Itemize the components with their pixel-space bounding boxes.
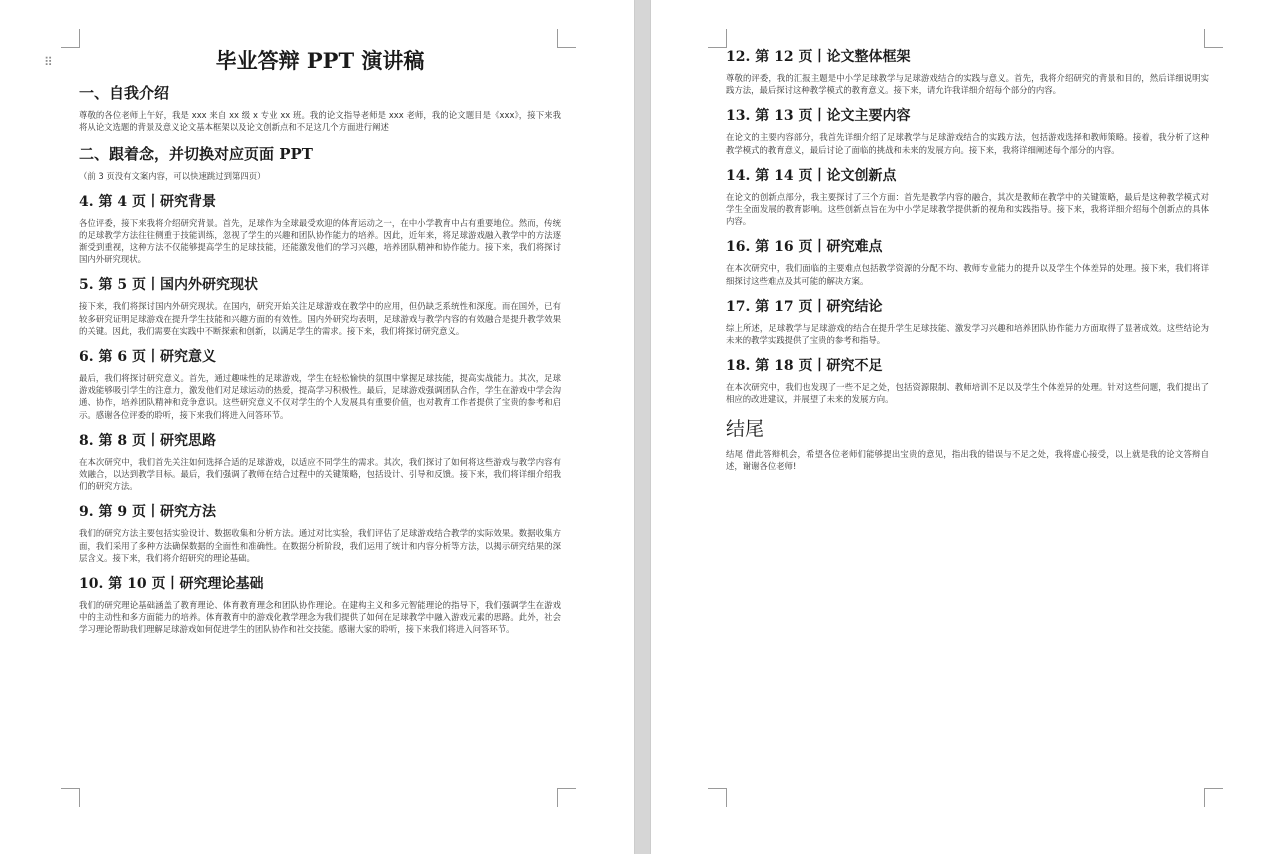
crop-mark-bottom-right [1204, 788, 1223, 807]
section-heading: 4. 第 4 页丨研究背景 [79, 193, 216, 210]
crop-mark-bottom-left [708, 788, 727, 807]
crop-mark-top-left [708, 29, 727, 48]
section-paragraph: 接下来，我们将探讨国内外研究现状。在国内，研究开始关注足球游戏在教学中的应用，但仍缺乏系统性和深度。而在国外，已有较多研究证明足球游戏在提升学生技能和兴趣方面的有效性。国内外研究均表明，足球游戏与教学内容的有效融合是提升教学效果的关键。因此，我们需要在实践中不断探索和创新，以满足学生的需求。接下来，我们将探讨研究意义。 [79, 301, 561, 336]
section-heading: 13. 第 13 页丨论文主要内容 [726, 108, 911, 125]
document-title: 毕业答辩 PPT 演讲稿 [215, 48, 425, 73]
section-heading: 5. 第 5 页丨国内外研究现状 [79, 277, 258, 294]
page-right-content [726, 47, 1209, 482]
section-heading: 9. 第 9 页丨研究方法 [79, 504, 216, 521]
section-heading: 二、跟着念，并切换对应页面 PPT [79, 145, 313, 164]
drag-handle-icon[interactable]: ⠿ [44, 55, 52, 69]
section-heading: 14. 第 14 页丨论文创新点 [726, 167, 897, 184]
section-paragraph: 在论文的主要内容部分，我首先详细介绍了足球教学与足球游戏结合的实践方法，包括游戏选择和教师策略。接着，我分析了这种教学模式的教育意义，最后讨论了面临的挑战和未来的发展方向。接下来，我将详细阐述每个部分的内容。 [726, 132, 1209, 155]
section-paragraph: 在本次研究中，我们首先关注如何选择合适的足球游戏，以适应不同学生的需求。其次，我们探讨了如何将这些游戏与教学内容有效融合，以达到教学目标。最后，我们强调了教师在结合过程中的关键策略，包括设计、引导和反馈。接下来，我们将详细介绍我们的研究方法。 [79, 456, 561, 492]
section-heading: 10. 第 10 页丨研究理论基础 [79, 576, 264, 593]
section-heading: 6. 第 6 页丨研究意义 [79, 349, 216, 366]
crop-mark-top-right [1204, 29, 1223, 48]
section-heading: 18. 第 18 页丨研究不足 [726, 358, 883, 375]
section-paragraph: 我们的研究方法主要包括实验设计、数据收集和分析方法。通过对比实验，我们评估了足球游戏结合教学的实际效果。数据收集方面，我们采用了多种方法确保数据的全面性和准确性。在数据分析阶段，我们运用了统计和内容分析等方法，以揭示研究结果的深层含义。接下来，我们将介绍研究的理论基础。 [79, 528, 561, 563]
document-page-left [0, 0, 634, 854]
section-heading: 一、自我介绍 [79, 84, 170, 102]
section-heading: 17. 第 17 页丨研究结论 [726, 298, 883, 315]
section-heading: 12. 第 12 页丨论文整体框架 [726, 49, 911, 65]
page-left-content [79, 46, 561, 646]
section-paragraph: 最后，我们将探讨研究意义。首先，通过趣味性的足球游戏，学生在轻松愉快的氛围中掌握足球技能，提高实战能力。其次，足球游戏能够吸引学生的注意力，激发他们对足球运动的热爱，提高学习积极性。最后，足球游戏强调团队合作，学生在游戏中学会沟通、协作，培养团队精神和竞争意识。这些研究意义不仅对学生的个人发展具有重要价值，也对教育工作者提供了宝贵的参考和启示。感谢各位评委的聆听，接下来我们将进入问答环节。 [79, 373, 561, 420]
section-heading: 8. 第 8 页丨研究思路 [79, 432, 216, 449]
section-paragraph: 在本次研究中，我们也发现了一些不足之处，包括资源限制、教师培训不足以及学生个体差异的处理。针对这些问题，我们提出了相应的改进建议，并展望了未来的发展方向。 [726, 382, 1209, 405]
section-heading: 16. 第 16 页丨研究难点 [726, 239, 883, 256]
section-paragraph: 在论文的创新点部分，我主要探讨了三个方面：首先是教学内容的融合，其次是教师在教学中的关键策略，最后是这种教学模式对学生全面发展的教育影响。这些创新点旨在为中小学足球教学提供新的视角和实践指导。接下来，我将详细介绍每个创新点的具体内容。 [726, 191, 1209, 227]
section-note: （前 3 页没有文案内容，可以快速跳过到第四页） [79, 171, 266, 182]
section-paragraph: 我们的研究理论基础涵盖了教育理论、体育教育理念和团队协作理论。在建构主义和多元智能理论的指导下，我们强调学生在游戏中的主动性和多方面能力的培养。体育教育中的游戏化教学理念为我们提供了如何在足球教学中融入游戏元素的思路。此外，社会学习理论帮助我们理解足球游戏如何促进学生的团队协作和社交技能。感谢大家的聆听，接下来我们将进入问答环节。 [79, 600, 561, 635]
document-page-right [651, 0, 1280, 854]
section-paragraph: 尊敬的各位老师上午好，我是 xxx 来自 xx 级 x 专业 xx 班。我的论文指导老师是 xxx 老师，我的论文题目是《xxx》，接下来我将从论文选题的背景及意义论文基本框架以及论文创新点和不足这几个方面进行阐述 [79, 110, 561, 133]
crop-mark-bottom-left [61, 788, 80, 807]
section-paragraph: 在本次研究中，我们面临的主要难点包括教学资源的分配不均、教师专业能力的提升以及学生个体差异的处理。接下来，我们将详细探讨这些难点及其可能的解决方案。 [726, 263, 1209, 286]
section-paragraph: 尊敬的评委，我的汇报主题是中小学足球教学与足球游戏结合的实践与意义。首先，我将介绍研究的背景和目的，然后详细说明实践方法，最后探讨这种教学模式的教育意义。接下来，请允许我详细介绍每个部分的内容。 [726, 73, 1209, 96]
crop-mark-bottom-right [557, 788, 576, 807]
section-paragraph: 各位评委，接下来我将介绍研究背景。首先，足球作为全球最受欢迎的体育运动之一，在中小学教育中占有重要地位。然而，传统的足球教学方法往往侧重于技能训练，忽视了学生的兴趣和团队协作能力的培养。因此，近年来，将足球游戏融入教学中的方法逐渐受到重视，这种方法不仅能够提高学生的足球技能，还能激发他们的学习兴趣，培养团队精神和协作能力。接下来，我们将探讨国内外研究现状。 [79, 217, 561, 265]
closing-heading: 结尾 [726, 417, 765, 440]
section-paragraph: 综上所述，足球教学与足球游戏的结合在提升学生足球技能、激发学习兴趣和培养团队协作能力方面取得了显著成效。这些结论为未来的教学实践提供了宝贵的参考和指导。 [726, 322, 1209, 346]
closing-paragraph: 结尾 借此答辩机会，希望各位老师们能够提出宝贵的意见，指出我的错误与不足之处，我将虚心接受，以上就是我的论文答辩自述，谢谢各位老师! [726, 448, 1209, 471]
crop-mark-top-left [61, 29, 80, 48]
